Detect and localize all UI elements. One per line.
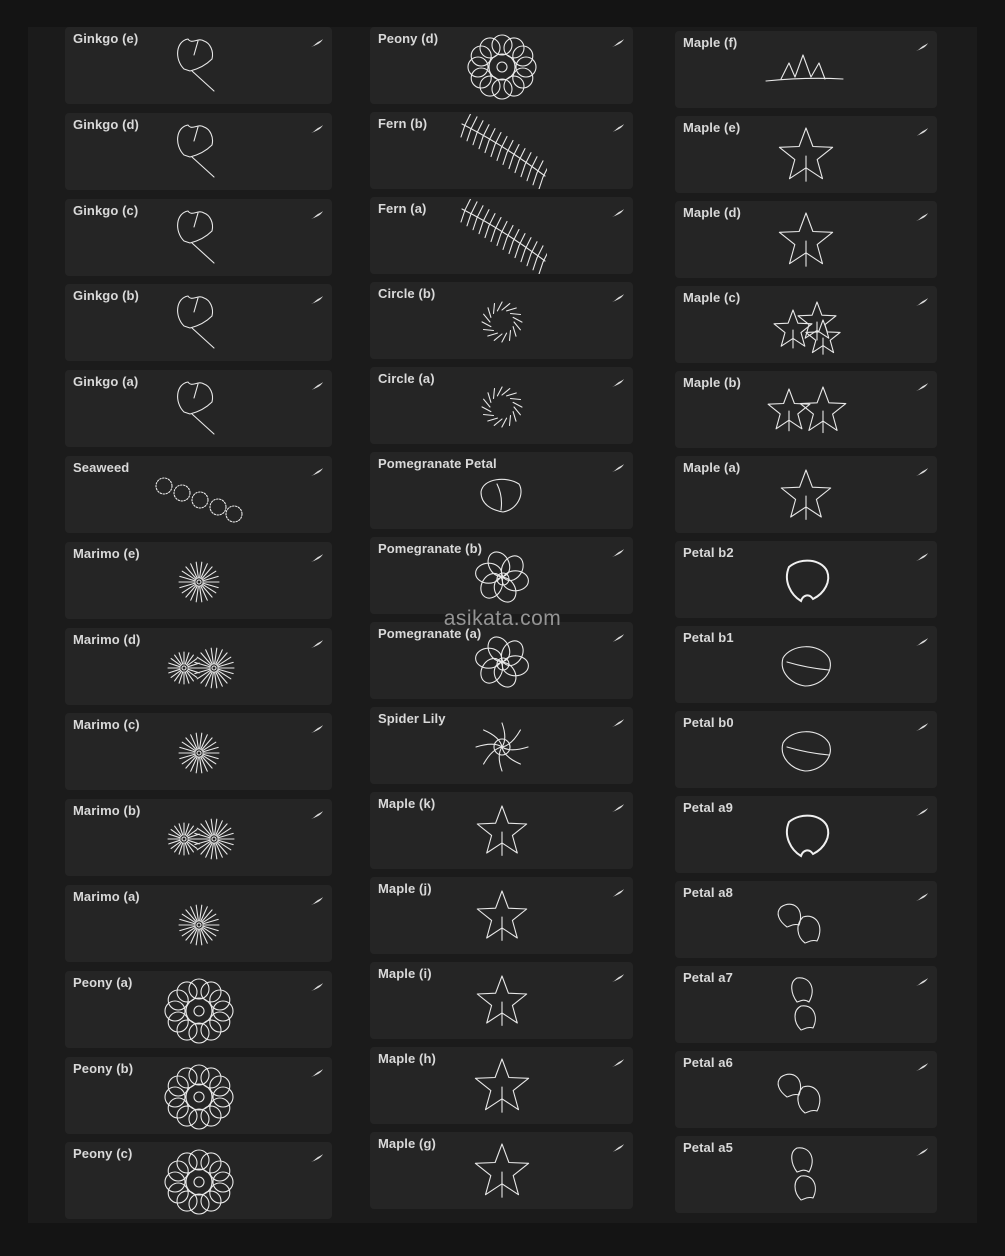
brush-name: Maple (c) (683, 290, 741, 305)
brush-card[interactable] (65, 456, 332, 533)
brush-card[interactable] (675, 711, 937, 788)
brush-card[interactable] (65, 713, 332, 790)
brush-card[interactable] (675, 31, 937, 108)
dotted-circle-icon (457, 369, 547, 444)
brush-stroke-icon[interactable] (611, 375, 625, 385)
peony-flower-icon (154, 1144, 244, 1219)
brush-name: Petal b1 (683, 630, 734, 645)
brush-name: Marimo (a) (73, 889, 140, 904)
brush-stroke-icon[interactable] (310, 979, 324, 989)
brush-stroke-icon[interactable] (310, 207, 324, 217)
brush-stroke-icon[interactable] (310, 721, 324, 731)
brush-name: Ginkgo (a) (73, 374, 139, 390)
brush-card[interactable] (65, 199, 332, 276)
brush-name: Fern (a) (378, 201, 427, 216)
brush-stroke-icon[interactable] (310, 636, 324, 646)
brush-name: Peony (d) (378, 31, 439, 46)
brush-name: Marimo (e) (73, 545, 140, 561)
brush-stroke-icon[interactable] (915, 1144, 929, 1154)
brush-name: Maple (b) (683, 375, 741, 390)
brush-card[interactable] (65, 113, 332, 190)
fern-frond-icon (457, 114, 547, 189)
brush-stroke-icon[interactable] (915, 124, 929, 134)
brush-card[interactable] (65, 628, 332, 705)
brush-name: Fern (b) (378, 116, 428, 131)
petal-pair-vertical-icon (761, 1138, 851, 1213)
brush-card[interactable] (675, 286, 937, 363)
brush-name: Maple (j) (378, 881, 432, 896)
brush-stroke-icon[interactable] (915, 719, 929, 729)
maple-leaf-icon (761, 118, 851, 193)
maple-leaf-icon (457, 1134, 547, 1209)
brush-stroke-icon[interactable] (310, 292, 324, 302)
brush-stroke-icon[interactable] (611, 35, 625, 45)
brush-stroke-icon[interactable] (915, 549, 929, 559)
brush-card[interactable] (370, 962, 633, 1039)
brush-stroke-icon[interactable] (310, 550, 324, 560)
brush-card[interactable] (370, 367, 633, 444)
brush-card[interactable] (370, 27, 633, 104)
brush-stroke-icon[interactable] (611, 460, 625, 470)
brush-name: Ginkgo (e) (73, 31, 139, 46)
brush-stroke-icon[interactable] (611, 970, 625, 980)
brush-library-panel (28, 27, 977, 1223)
brush-name: Maple (i) (378, 966, 432, 981)
brush-card[interactable] (675, 116, 937, 193)
brush-card[interactable] (65, 885, 332, 962)
brush-stroke-icon[interactable] (310, 1150, 324, 1160)
brush-stroke-icon[interactable] (611, 290, 625, 300)
brush-stroke-icon[interactable] (915, 294, 929, 304)
brush-stroke-icon[interactable] (611, 715, 625, 725)
brush-stroke-icon[interactable] (915, 379, 929, 389)
brush-stroke-icon[interactable] (310, 121, 324, 131)
brush-name: Maple (g) (378, 1136, 436, 1151)
brush-stroke-icon[interactable] (310, 893, 324, 903)
brush-name: Maple (a) (683, 460, 741, 475)
brush-name: Maple (f) (683, 35, 738, 50)
brush-name: Petal a8 (683, 885, 733, 900)
brush-name: Petal a7 (683, 970, 733, 985)
brush-name: Circle (a) (378, 371, 435, 386)
brush-name: Marimo (c) (73, 717, 140, 733)
brush-card[interactable] (675, 1136, 937, 1213)
brush-stroke-icon[interactable] (915, 804, 929, 814)
maple-star-icon (761, 458, 851, 533)
maple-leaf-icon (761, 203, 851, 278)
brush-name: Maple (h) (378, 1051, 436, 1066)
brush-stroke-icon[interactable] (310, 807, 324, 817)
brush-stroke-icon[interactable] (310, 378, 324, 388)
maple-pair-icon (761, 373, 851, 448)
brush-name: Ginkgo (b) (73, 288, 139, 304)
seaweed-chain-icon (154, 458, 244, 533)
ginkgo-leaf-icon (154, 286, 244, 361)
brush-name: Ginkgo (c) (73, 202, 139, 218)
peony-flower-icon (457, 29, 547, 104)
brush-name: Petal b0 (683, 715, 734, 730)
brush-name: Pomegranate Petal (378, 456, 497, 471)
brush-card[interactable] (65, 284, 332, 361)
brush-card[interactable] (675, 541, 937, 618)
brush-stroke-icon[interactable] (310, 35, 324, 45)
brush-stroke-icon[interactable] (611, 1140, 625, 1150)
marimo-burst-icon (154, 887, 244, 962)
maple-star-icon (457, 794, 547, 869)
maple-flat-icon (761, 33, 851, 108)
brush-card[interactable] (370, 1132, 633, 1209)
brush-stroke-icon[interactable] (915, 974, 929, 984)
brush-card[interactable] (675, 796, 937, 873)
petal-pair-vertical-icon (761, 968, 851, 1043)
petal-bold-icon (761, 798, 851, 873)
brush-name: Spider Lily (378, 711, 446, 726)
brush-card[interactable] (675, 881, 937, 958)
brush-stroke-icon[interactable] (611, 885, 625, 895)
brush-card[interactable] (370, 1047, 633, 1124)
maple-leaf-icon (457, 1049, 547, 1124)
maple-cluster-icon (761, 288, 851, 363)
brush-card[interactable] (370, 877, 633, 954)
brush-stroke-icon[interactable] (915, 889, 929, 899)
brush-stroke-icon[interactable] (611, 800, 625, 810)
fern-frond-icon (457, 199, 547, 274)
brush-stroke-icon[interactable] (611, 630, 625, 640)
marimo-burst-icon (154, 715, 244, 790)
brush-stroke-icon[interactable] (611, 1055, 625, 1065)
brush-card[interactable] (65, 1142, 332, 1219)
peony-flower-icon (154, 973, 244, 1048)
brush-name: Petal a6 (683, 1055, 733, 1070)
brush-name: Pomegranate (b) (378, 541, 483, 556)
brush-stroke-icon[interactable] (915, 464, 929, 474)
brush-card[interactable] (675, 966, 937, 1043)
ginkgo-leaf-icon (154, 115, 244, 190)
brush-card[interactable] (370, 282, 633, 359)
brush-card[interactable] (65, 370, 332, 447)
brush-name: Maple (e) (683, 120, 741, 135)
brush-card[interactable] (65, 1057, 332, 1134)
brush-card[interactable] (370, 452, 633, 529)
petal-oval-icon (761, 628, 851, 703)
brush-stroke-icon[interactable] (915, 634, 929, 644)
brush-card[interactable] (370, 537, 633, 614)
brush-card[interactable] (65, 542, 332, 619)
brush-card[interactable] (370, 622, 633, 699)
brush-name: Peony (c) (73, 1146, 133, 1162)
spider-lily-icon (457, 709, 547, 784)
brush-card[interactable] (370, 792, 633, 869)
brush-name: Circle (b) (378, 286, 436, 301)
brush-name: Petal b2 (683, 545, 734, 560)
brush-name: Maple (d) (683, 205, 741, 220)
brush-stroke-icon[interactable] (611, 120, 625, 130)
brush-card[interactable] (675, 201, 937, 278)
brush-stroke-icon[interactable] (611, 545, 625, 555)
watermark-text: asikata.com (443, 607, 562, 630)
brush-card[interactable] (370, 197, 633, 274)
brush-name: Pomegranate (a) (378, 626, 482, 641)
brush-stroke-icon[interactable] (915, 1059, 929, 1069)
brush-stroke-icon[interactable] (310, 464, 324, 474)
petal-oval-icon (761, 713, 851, 788)
maple-star-icon (457, 879, 547, 954)
brush-card[interactable] (675, 1051, 937, 1128)
brush-name: Seaweed (73, 460, 130, 475)
brush-card[interactable] (675, 456, 937, 533)
brush-card[interactable] (675, 371, 937, 448)
brush-card[interactable] (65, 27, 332, 104)
brush-name: Petal a9 (683, 800, 733, 815)
brush-name: Petal a5 (683, 1140, 733, 1155)
brush-name: Peony (b) (73, 1060, 134, 1076)
ginkgo-leaf-icon (154, 372, 244, 447)
brush-name: Marimo (b) (73, 803, 141, 819)
maple-star-icon (457, 964, 547, 1039)
ginkgo-leaf-icon (154, 201, 244, 276)
peony-flower-icon (154, 1059, 244, 1134)
brush-name: Marimo (d) (73, 631, 141, 647)
brush-card[interactable] (65, 799, 332, 876)
petal-bold-icon (761, 543, 851, 618)
marimo-double-icon (154, 630, 244, 705)
brush-name: Ginkgo (d) (73, 116, 139, 132)
brush-card[interactable] (370, 112, 633, 189)
brush-stroke-icon[interactable] (915, 209, 929, 219)
brush-stroke-icon[interactable] (310, 1065, 324, 1075)
brush-card[interactable] (370, 707, 633, 784)
brush-card[interactable] (675, 626, 937, 703)
petal-pair-icon (761, 1053, 851, 1128)
brush-name: Maple (k) (378, 796, 436, 811)
marimo-double-icon (154, 801, 244, 876)
ginkgo-leaf-icon (154, 29, 244, 104)
swirl-circle-icon (457, 284, 547, 359)
brush-stroke-icon[interactable] (611, 205, 625, 215)
marimo-burst-icon (154, 544, 244, 619)
brush-stroke-icon[interactable] (915, 39, 929, 49)
petal-pair-icon (761, 883, 851, 958)
brush-name: Peony (a) (73, 974, 133, 990)
brush-card[interactable] (65, 971, 332, 1048)
